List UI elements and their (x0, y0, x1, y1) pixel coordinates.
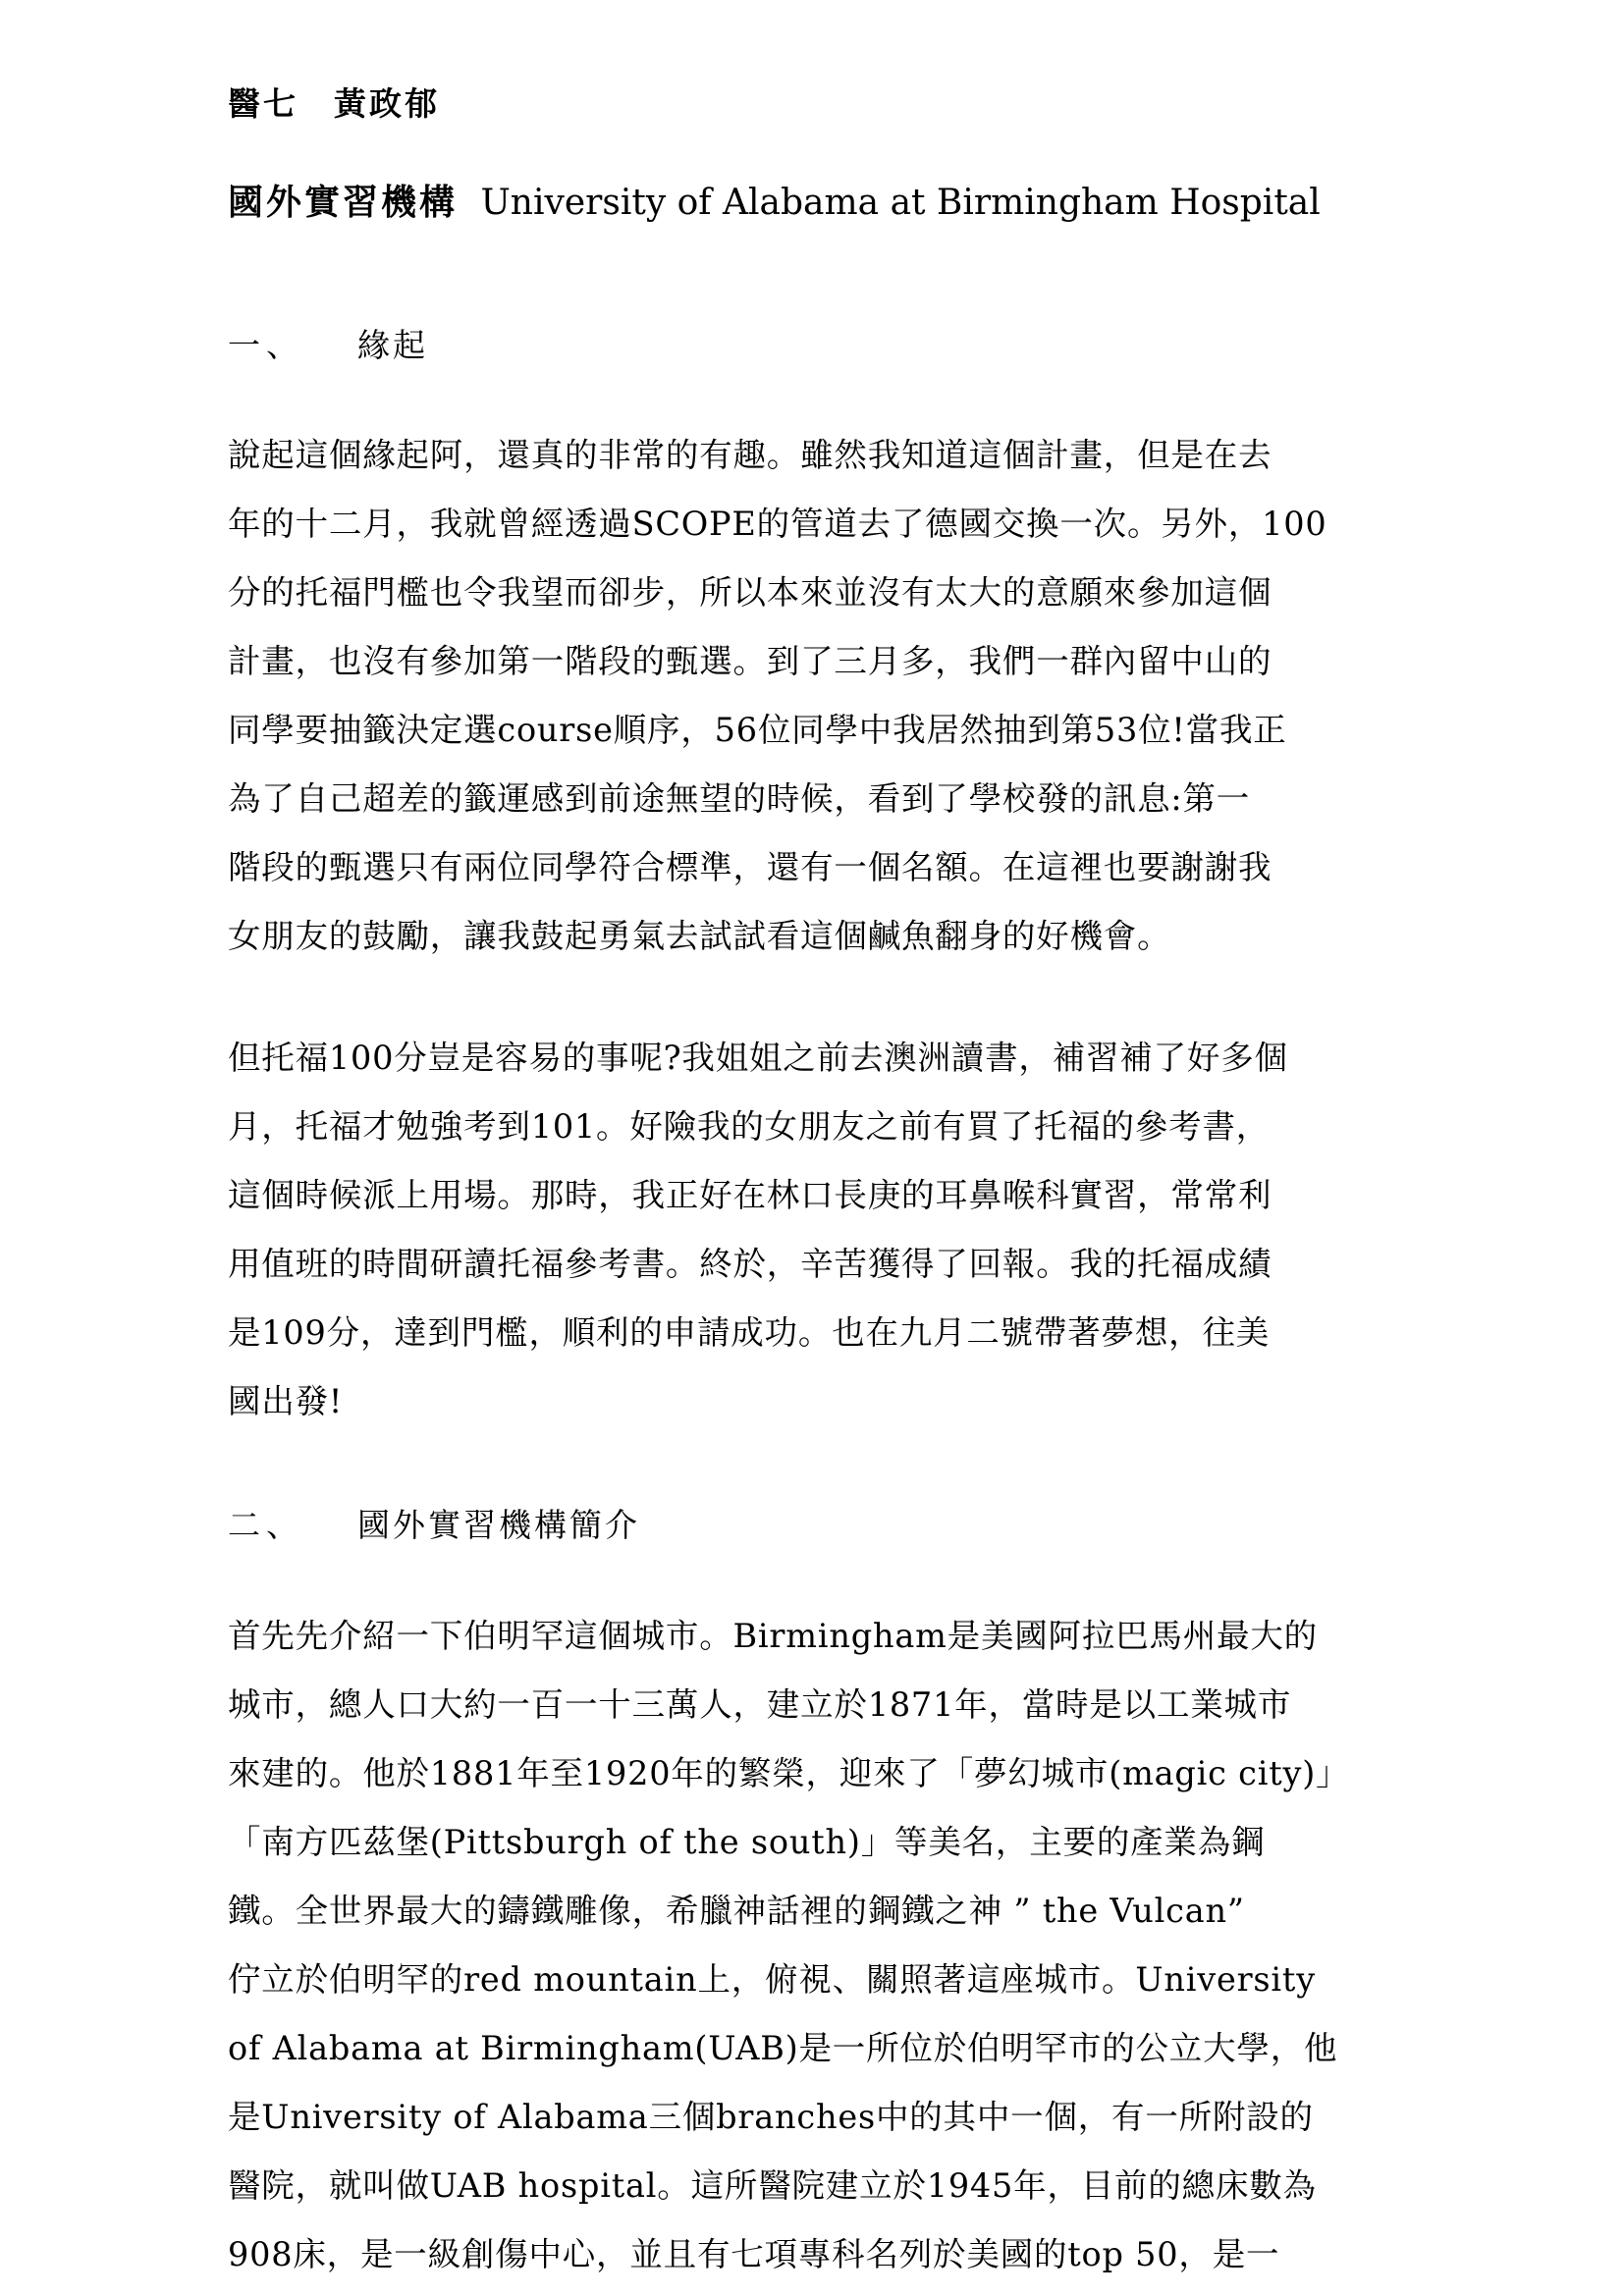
text-line: 醫院，就叫做UAB hospital。這所醫院建立於1945年，目前的總床數為 (228, 2166, 1317, 2205)
text-line: 首先先介紹一下伯明罕這個城市。Birmingham是美國阿拉巴馬州最大的 (228, 1617, 1318, 1655)
text-line: 同學要抽籤決定選course順序，56位同學中我居然抽到第53位!當我正 (228, 711, 1287, 749)
section-number: 一、 (228, 326, 304, 364)
text-line: 月，托福才勉強考到101。好險我的女朋友之前有買了托福的參考書， (228, 1107, 1271, 1146)
text-line: 說起這個緣起阿，還真的非常的有趣。雖然我知道這個計畫，但是在去 (228, 436, 1272, 474)
text-line: 女朋友的鼓勵，讓我鼓起勇氣去試試看這個鹹魚翻身的好機會。 (228, 917, 1171, 955)
paragraph (228, 1024, 1406, 1436)
paragraph (228, 421, 1406, 971)
text-line: 是109分，達到門檻，順利的申請成功。也在九月二號帶著夢想，往美 (228, 1313, 1271, 1352)
text-line: 用值班的時間研讀托福參考書。終於，辛苦獲得了回報。我的托福成績 (228, 1245, 1272, 1283)
paragraph (228, 1602, 1406, 2289)
institution-label: 國外實習機構 (228, 182, 459, 223)
text-line: 計畫，也沒有參加第一階段的甄選。到了三月多，我們一群內留中山的 (228, 642, 1272, 680)
institution-line (228, 175, 1321, 225)
section-title: 緣起 (357, 326, 428, 364)
text-line: 分的托福門檻也令我望而卻步，所以本來並沒有太大的意願來參加這個 (228, 573, 1272, 612)
text-line: 這個時候派上用場。那時，我正好在林口長庚的耳鼻喉科實習，常常利 (228, 1176, 1272, 1214)
institution-name: University of Alabama at Birmingham Hospital (480, 183, 1321, 223)
section-title: 國外實習機構簡介 (357, 1506, 640, 1544)
text-line: 年的十二月，我就曾經透過SCOPE的管道去了德國交換一次。另外，100 (228, 505, 1327, 543)
text-line: of Alabama at Birmingham(UAB)是一所位於伯明罕市的公立大學，他 (228, 2029, 1338, 2067)
text-line: 是University of Alabama三個branches中的其中一個，有一所附設的 (228, 2098, 1314, 2136)
text-line: 為了自己超差的籤運感到前途無望的時候，看到了學校發的訊息:第一 (228, 779, 1251, 818)
text-line: 鐵。全世界最大的鑄鐵雕像，希臘神話裡的鋼鐵之神 ” the Vulcan” (228, 1892, 1245, 1930)
text-line: 但托福100分豈是容易的事呢?我姐姐之前去澳洲讀書，補習補了好多個 (228, 1039, 1288, 1077)
author-line: 醫七 黃政郁 (228, 84, 440, 123)
text-line: 908床，是一級創傷中心，並且有七項專科名列於美國的top 50，是一 (228, 2235, 1280, 2273)
section-heading (228, 1500, 640, 1546)
text-line: 「南方匹茲堡(Pittsburgh of the south)」等美名，主要的產業為鋼 (228, 1823, 1266, 1861)
section-number: 二、 (228, 1506, 304, 1544)
section-heading (228, 320, 428, 366)
text-line: 佇立於伯明罕的red mountain上，俯視、關照著這座城市。University (228, 1960, 1316, 1999)
text-line: 階段的甄選只有兩位同學符合標準，還有一個名額。在這裡也要謝謝我 (228, 848, 1272, 886)
text-line: 國出發! (228, 1382, 344, 1420)
text-line: 來建的。他於1881年至1920年的繁榮，迎來了「夢幻城市(magic city)」 (228, 1754, 1350, 1792)
text-line: 城市，總人口大約一百一十三萬人，建立於1871年，當時是以工業城市 (228, 1685, 1292, 1724)
